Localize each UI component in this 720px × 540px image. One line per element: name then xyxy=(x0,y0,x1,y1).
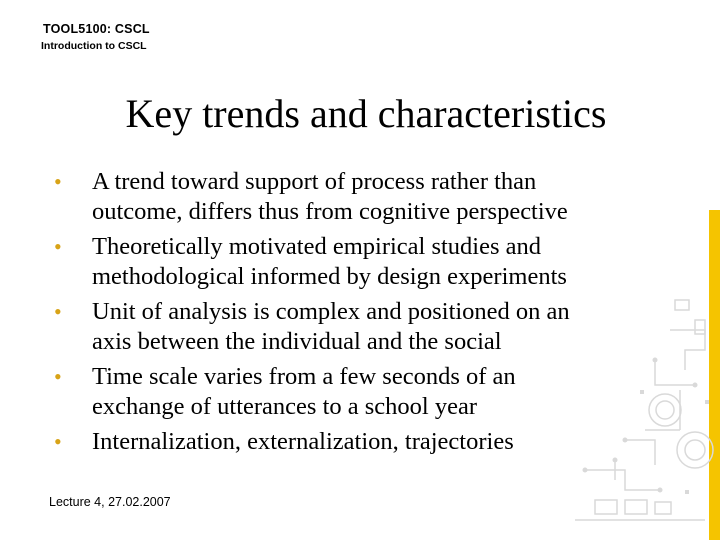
bullet-item xyxy=(54,232,654,291)
course-subtitle: Introduction to CSCL xyxy=(41,40,147,52)
bullet-marker: • xyxy=(54,429,62,454)
bullet-line: outcome, differs thus from cognitive perspective xyxy=(92,197,568,225)
bullet-line: Internalization, externalization, trajectories xyxy=(92,428,514,455)
bullet-marker: • xyxy=(54,299,62,324)
bullet-line: Theoretically motivated empirical studies and xyxy=(92,233,542,260)
bullet-item xyxy=(54,167,654,226)
bullet-line: methodological informed by design experiments xyxy=(92,262,567,290)
bullet-marker: • xyxy=(54,234,62,259)
bullet-marker: • xyxy=(54,364,62,389)
bullet-line: axis between the individual and the social xyxy=(92,327,502,355)
bullet-marker: • xyxy=(54,169,62,194)
bullet-line: exchange of utterances to a school year xyxy=(92,392,478,420)
bullet-line: Time scale varies from a few seconds of an xyxy=(92,363,516,390)
bullet-line: A trend toward support of process rather than xyxy=(92,168,537,195)
bullet-line: Unit of analysis is complex and positioned on an xyxy=(92,298,570,325)
circuit-decoration xyxy=(555,290,720,540)
footer-lecture: Lecture 4, 27.02.2007 xyxy=(49,495,171,509)
slide-title: Key trends and characteristics xyxy=(125,91,607,136)
course-code: TOOL5100: CSCL xyxy=(43,22,150,36)
